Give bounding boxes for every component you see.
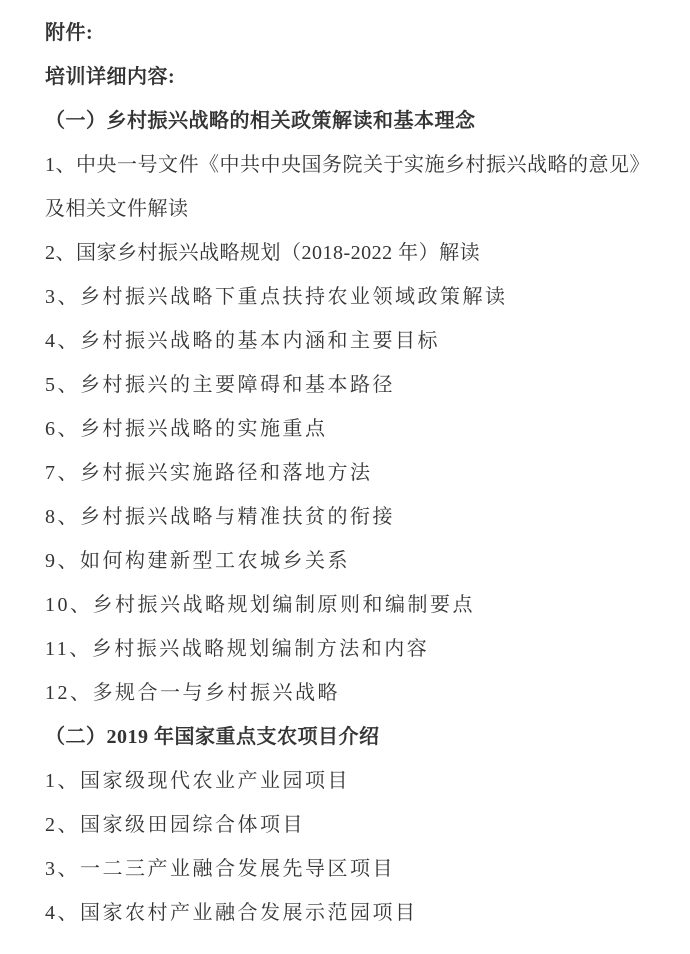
section-1-item-7: 7、乡村振兴实施路径和落地方法 [45,462,373,484]
section-1-item-3: 3、乡村振兴战略下重点扶持农业领域政策解读 [45,286,508,308]
section-1-item-4: 4、乡村振兴战略的基本内涵和主要目标 [45,330,440,352]
section-1-heading: （一）乡村振兴战略的相关政策解读和基本理念 [45,110,476,132]
section-1-item-8: 8、乡村振兴战略与精准扶贫的衔接 [45,506,395,528]
section-1-item-2: 2、国家乡村振兴战略规划（2018-2022 年）解读 [45,242,481,264]
section-2-item-1: 1、国家级现代农业产业园项目 [45,770,350,792]
section-1-item-1-line-2: 及相关文件解读 [45,198,189,220]
section-1-item-1-line-1: 1、中央一号文件《中共中央国务院关于实施乡村振兴战略的意见》 [45,154,650,176]
section-1-item-6: 6、乡村振兴战略的实施重点 [45,418,328,440]
attachment-label: 附件: [45,22,94,44]
section-1-item-5: 5、乡村振兴的主要障碍和基本路径 [45,374,395,396]
section-1-item-12: 12、多规合一与乡村振兴战略 [45,682,340,704]
training-content-label: 培训详细内容: [45,66,176,88]
section-2-heading: （二）2019 年国家重点支农项目介绍 [45,726,380,748]
section-2-item-2: 2、国家级田园综合体项目 [45,814,305,836]
section-1-item-10: 10、乡村振兴战略规划编制原则和编制要点 [45,594,475,616]
section-1-item-11: 11、乡村振兴战略规划编制方法和内容 [45,638,430,660]
section-2-item-4: 4、国家农村产业融合发展示范园项目 [45,902,418,924]
section-1-item-9: 9、如何构建新型工农城乡关系 [45,550,350,572]
section-2-item-3: 3、一二三产业融合发展先导区项目 [45,858,395,880]
